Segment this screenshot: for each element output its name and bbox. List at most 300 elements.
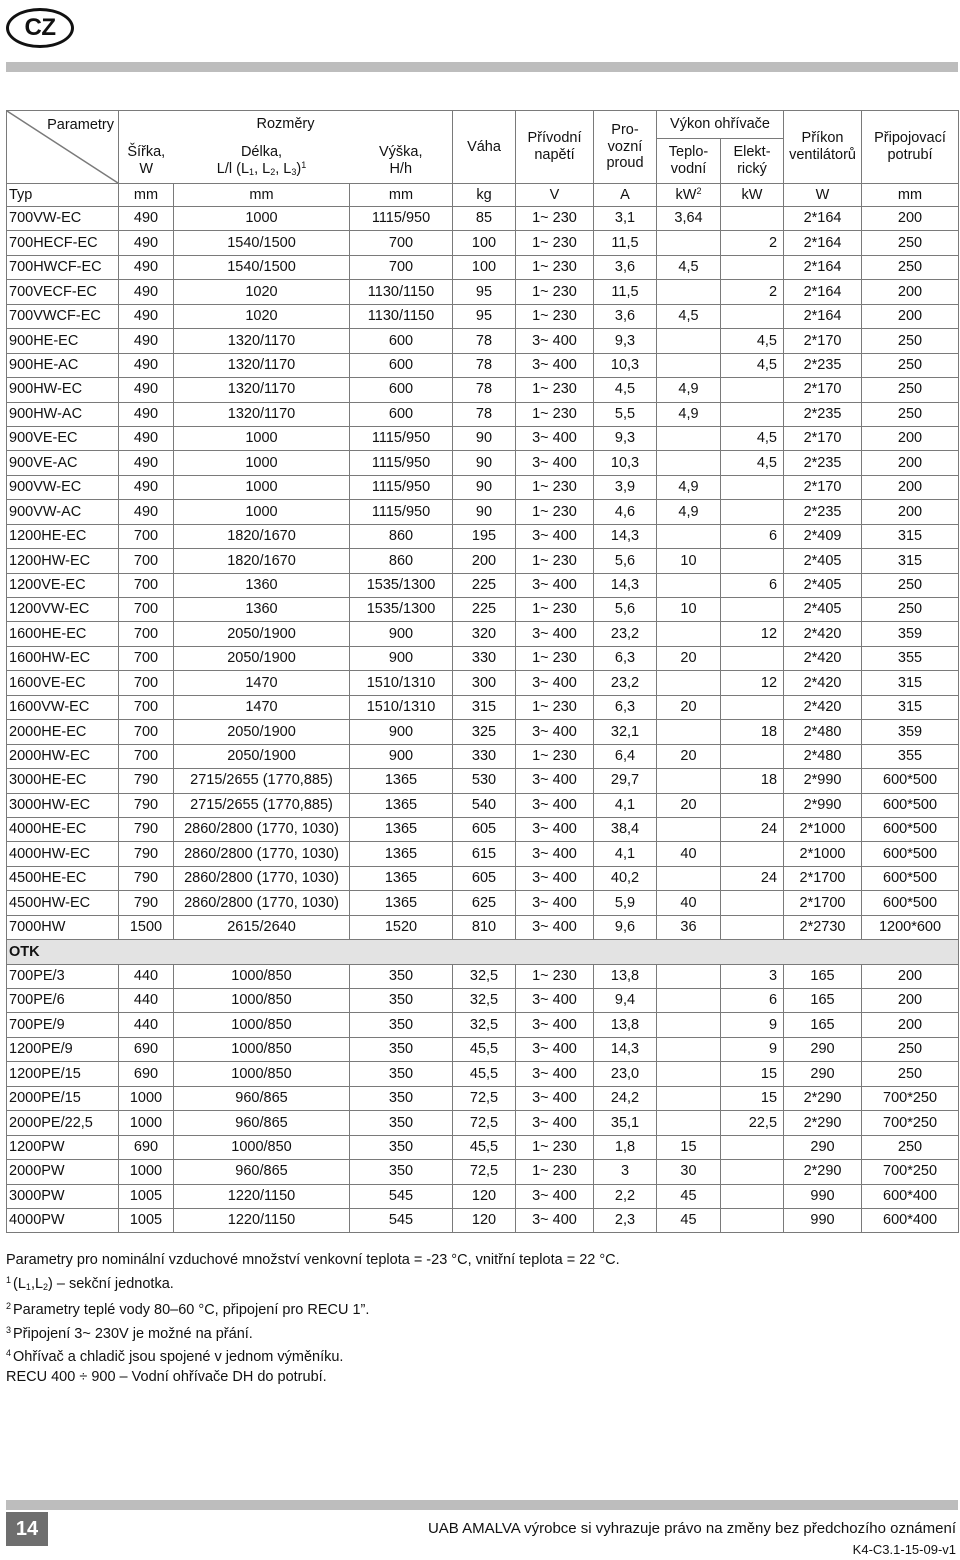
value-cell: 1365 — [350, 793, 453, 817]
value-cell: 320 — [453, 622, 516, 646]
value-cell: 2*990 — [784, 769, 862, 793]
value-cell: 860 — [350, 524, 453, 548]
table-row — [7, 646, 959, 670]
table-row — [7, 769, 959, 793]
value-cell: 78 — [453, 378, 516, 402]
dimensions-header: Rozměry — [119, 111, 453, 139]
value-cell: 1000/850 — [174, 1062, 350, 1086]
electric-heater-header: Elekt- rický — [721, 139, 784, 184]
page-number: 14 — [6, 1512, 48, 1546]
value-cell: 4,5 — [721, 329, 784, 353]
value-cell: 3~ 400 — [516, 622, 594, 646]
value-cell: 32,5 — [453, 1013, 516, 1037]
value-cell: 290 — [784, 1037, 862, 1061]
value-cell: 1320/1170 — [174, 378, 350, 402]
model-cell: 900VE-EC — [7, 426, 119, 450]
table-row — [7, 573, 959, 597]
value-cell: 1320/1170 — [174, 353, 350, 377]
value-cell: 1~ 230 — [516, 598, 594, 622]
model-cell: 3000PW — [7, 1184, 119, 1208]
table-row — [7, 402, 959, 426]
corner-header — [7, 111, 119, 184]
value-cell: 1820/1670 — [174, 549, 350, 573]
value-cell: 1000/850 — [174, 964, 350, 988]
model-cell: 900VW-EC — [7, 475, 119, 499]
value-cell: 1500 — [119, 915, 174, 939]
value-cell: 4,1 — [594, 842, 657, 866]
value-cell: 15 — [657, 1135, 721, 1159]
value-cell: 20 — [657, 646, 721, 670]
value-cell: 440 — [119, 1013, 174, 1037]
value-cell: 250 — [862, 231, 959, 255]
value-cell: 1365 — [350, 891, 453, 915]
value-cell: 600*500 — [862, 866, 959, 890]
value-cell: 13,8 — [594, 964, 657, 988]
value-cell: 1000 — [119, 1160, 174, 1184]
value-cell: 225 — [453, 573, 516, 597]
value-cell: 490 — [119, 500, 174, 524]
value-cell: 6 — [721, 989, 784, 1013]
value-cell: 2*420 — [784, 646, 862, 670]
table-row — [7, 255, 959, 279]
value-cell: 490 — [119, 378, 174, 402]
units-row — [7, 184, 959, 207]
value-cell: 600*500 — [862, 793, 959, 817]
value-cell: 12 — [721, 622, 784, 646]
value-cell: 250 — [862, 1037, 959, 1061]
value-cell: 440 — [119, 989, 174, 1013]
value-cell: 440 — [119, 964, 174, 988]
value-cell: 32,5 — [453, 964, 516, 988]
model-cell: 1200HE-EC — [7, 524, 119, 548]
value-cell — [657, 769, 721, 793]
value-cell: 490 — [119, 207, 174, 231]
table-row — [7, 1086, 959, 1110]
value-cell: 3,1 — [594, 207, 657, 231]
value-cell: 1~ 230 — [516, 1135, 594, 1159]
value-cell: 690 — [119, 1062, 174, 1086]
model-cell: 1600VE-EC — [7, 671, 119, 695]
table-row — [7, 817, 959, 841]
value-cell: 10,3 — [594, 451, 657, 475]
value-cell: 2*290 — [784, 1086, 862, 1110]
value-cell: 32,1 — [594, 720, 657, 744]
value-cell: 20 — [657, 793, 721, 817]
value-cell: 1115/950 — [350, 426, 453, 450]
section-label-otk: OTK — [7, 940, 959, 964]
value-cell: 1000 — [174, 500, 350, 524]
footnote-2: $^2$ Parametry teplé vody 80–60 °C, připojení pro RECU 1”. — [6, 1301, 370, 1318]
value-cell: 3,64 — [657, 207, 721, 231]
value-cell: 2*235 — [784, 451, 862, 475]
value-cell: 2*1000 — [784, 842, 862, 866]
value-cell: 330 — [453, 646, 516, 670]
model-cell: 1600HE-EC — [7, 622, 119, 646]
value-cell: 350 — [350, 1037, 453, 1061]
value-cell: 40 — [657, 891, 721, 915]
value-cell: 700 — [119, 549, 174, 573]
model-cell: 900HE-EC — [7, 329, 119, 353]
value-cell — [657, 524, 721, 548]
value-cell: 1000 — [119, 1111, 174, 1135]
value-cell: 2*480 — [784, 744, 862, 768]
unit-cell: mm — [350, 184, 453, 207]
table-row — [7, 622, 959, 646]
value-cell: 78 — [453, 402, 516, 426]
value-cell: 350 — [350, 1111, 453, 1135]
value-cell: 1540/1500 — [174, 231, 350, 255]
value-cell — [721, 891, 784, 915]
value-cell: 95 — [453, 280, 516, 304]
table-row — [7, 378, 959, 402]
weight-header: Váha — [453, 111, 516, 184]
value-cell — [657, 622, 721, 646]
value-cell: 20 — [657, 695, 721, 719]
value-cell: 1130/1150 — [350, 304, 453, 328]
value-cell: 195 — [453, 524, 516, 548]
value-cell: 90 — [453, 475, 516, 499]
value-cell: 600*500 — [862, 842, 959, 866]
value-cell: 600*500 — [862, 769, 959, 793]
value-cell: 1000 — [174, 207, 350, 231]
value-cell: 290 — [784, 1135, 862, 1159]
value-cell: 90 — [453, 500, 516, 524]
value-cell: 2*170 — [784, 475, 862, 499]
table-row — [7, 451, 959, 475]
model-cell: 3000HW-EC — [7, 793, 119, 817]
value-cell: 1~ 230 — [516, 402, 594, 426]
value-cell: 18 — [721, 769, 784, 793]
value-cell: 200 — [862, 475, 959, 499]
value-cell: 325 — [453, 720, 516, 744]
value-cell: 2*405 — [784, 573, 862, 597]
value-cell: 4,1 — [594, 793, 657, 817]
value-cell: 605 — [453, 866, 516, 890]
value-cell: 250 — [862, 598, 959, 622]
value-cell: 2050/1900 — [174, 622, 350, 646]
value-cell: 2 — [721, 280, 784, 304]
value-cell: 700 — [119, 598, 174, 622]
value-cell: 1115/950 — [350, 500, 453, 524]
value-cell: 200 — [862, 964, 959, 988]
value-cell: 2*409 — [784, 524, 862, 548]
value-cell: 2*1700 — [784, 866, 862, 890]
voltage-header: Přívodní napětí — [516, 111, 594, 184]
value-cell: 1~ 230 — [516, 646, 594, 670]
model-cell: 4000HW-EC — [7, 842, 119, 866]
value-cell: 200 — [862, 989, 959, 1013]
value-cell: 600*400 — [862, 1208, 959, 1232]
value-cell: 700 — [350, 231, 453, 255]
value-cell: 1510/1310 — [350, 695, 453, 719]
value-cell — [657, 329, 721, 353]
footnote-general: Parametry pro nominální vzduchové množství venkovní teplota = -23 °C, vnitřní teplota = 22 °C. — [6, 1252, 620, 1268]
value-cell: 2*164 — [784, 207, 862, 231]
value-cell: 315 — [862, 695, 959, 719]
value-cell — [721, 598, 784, 622]
value-cell: 250 — [862, 378, 959, 402]
value-cell: 1~ 230 — [516, 744, 594, 768]
table-row — [7, 915, 959, 939]
value-cell: 2*235 — [784, 402, 862, 426]
footnote-recu: RECU 400 ÷ 900 – Vodní ohřívače DH do potrubí. — [6, 1368, 327, 1385]
value-cell: 1000/850 — [174, 989, 350, 1013]
value-cell: 5,9 — [594, 891, 657, 915]
value-cell: 900 — [350, 720, 453, 744]
value-cell: 350 — [350, 1160, 453, 1184]
value-cell: 3~ 400 — [516, 769, 594, 793]
table-row — [7, 1184, 959, 1208]
value-cell: 2*1700 — [784, 891, 862, 915]
table-row — [7, 353, 959, 377]
value-cell: 350 — [350, 1062, 453, 1086]
value-cell: 1020 — [174, 280, 350, 304]
value-cell: 2*164 — [784, 280, 862, 304]
value-cell: 1130/1150 — [350, 280, 453, 304]
table-row — [7, 1062, 959, 1086]
value-cell: 36 — [657, 915, 721, 939]
duct-header: Připojovací potrubí — [862, 111, 959, 184]
value-cell: 250 — [862, 353, 959, 377]
unit-cell: $kW^2$ — [657, 184, 721, 207]
value-cell: 250 — [862, 329, 959, 353]
value-cell: 315 — [862, 549, 959, 573]
table-row — [7, 1160, 959, 1184]
table-row — [7, 1111, 959, 1135]
value-cell: 2*170 — [784, 378, 862, 402]
value-cell — [721, 500, 784, 524]
value-cell: 1520 — [350, 915, 453, 939]
value-cell: 2*164 — [784, 304, 862, 328]
value-cell: 790 — [119, 866, 174, 890]
value-cell: 3~ 400 — [516, 353, 594, 377]
value-cell: 4,9 — [657, 402, 721, 426]
value-cell: 1~ 230 — [516, 304, 594, 328]
value-cell: 2*235 — [784, 500, 862, 524]
value-cell — [657, 989, 721, 1013]
model-cell: 1200PE/9 — [7, 1037, 119, 1061]
value-cell — [657, 720, 721, 744]
unit-cell: kW — [721, 184, 784, 207]
model-cell: 2000HW-EC — [7, 744, 119, 768]
value-cell — [721, 402, 784, 426]
table-row — [7, 475, 959, 499]
value-cell: 3~ 400 — [516, 1111, 594, 1135]
value-cell: 23,2 — [594, 622, 657, 646]
value-cell: 2*405 — [784, 549, 862, 573]
value-cell: 2*1000 — [784, 817, 862, 841]
value-cell: 490 — [119, 231, 174, 255]
value-cell: 350 — [350, 1086, 453, 1110]
value-cell: 1~ 230 — [516, 378, 594, 402]
value-cell: 990 — [784, 1208, 862, 1232]
table-row — [7, 671, 959, 695]
value-cell: 1000 — [174, 475, 350, 499]
value-cell: 490 — [119, 280, 174, 304]
value-cell: 600*400 — [862, 1184, 959, 1208]
table-row — [7, 231, 959, 255]
value-cell: 3~ 400 — [516, 866, 594, 890]
value-cell: 200 — [862, 500, 959, 524]
value-cell: 1~ 230 — [516, 695, 594, 719]
footnote-3: $^3$ Připojení 3~ 230V je možné na přání. — [6, 1324, 253, 1342]
value-cell: 4,5 — [721, 426, 784, 450]
value-cell: 23,0 — [594, 1062, 657, 1086]
value-cell: 315 — [453, 695, 516, 719]
model-cell: 4500HW-EC — [7, 891, 119, 915]
value-cell: 3~ 400 — [516, 915, 594, 939]
value-cell — [721, 793, 784, 817]
value-cell: 790 — [119, 891, 174, 915]
value-cell — [721, 915, 784, 939]
value-cell — [721, 475, 784, 499]
value-cell: 45,5 — [453, 1037, 516, 1061]
value-cell: 9,6 — [594, 915, 657, 939]
value-cell: 1~ 230 — [516, 207, 594, 231]
value-cell: 3 — [721, 964, 784, 988]
value-cell: 165 — [784, 964, 862, 988]
unit-cell: V — [516, 184, 594, 207]
value-cell: 250 — [862, 402, 959, 426]
value-cell: 1~ 230 — [516, 475, 594, 499]
model-cell: 3000HE-EC — [7, 769, 119, 793]
value-cell: 1365 — [350, 842, 453, 866]
value-cell: 2*164 — [784, 255, 862, 279]
value-cell: 3~ 400 — [516, 793, 594, 817]
value-cell: 72,5 — [453, 1111, 516, 1135]
value-cell: 3~ 400 — [516, 671, 594, 695]
unit-cell: mm — [119, 184, 174, 207]
value-cell: 2860/2800 (1770, 1030) — [174, 817, 350, 841]
value-cell: 900 — [350, 744, 453, 768]
value-cell: 9,4 — [594, 989, 657, 1013]
value-cell: 2860/2800 (1770, 1030) — [174, 842, 350, 866]
table-row — [7, 1135, 959, 1159]
value-cell: 3~ 400 — [516, 451, 594, 475]
table-row — [7, 280, 959, 304]
value-cell: 1470 — [174, 695, 350, 719]
value-cell: 900 — [350, 622, 453, 646]
value-cell: 790 — [119, 842, 174, 866]
value-cell: 2*170 — [784, 426, 862, 450]
value-cell: 4,5 — [657, 255, 721, 279]
value-cell: 200 — [862, 280, 959, 304]
model-cell: 700HWCF-EC — [7, 255, 119, 279]
value-cell: 120 — [453, 1208, 516, 1232]
value-cell: 3~ 400 — [516, 1013, 594, 1037]
value-cell: 18 — [721, 720, 784, 744]
unit-cell: W — [784, 184, 862, 207]
value-cell: 2860/2800 (1770, 1030) — [174, 866, 350, 890]
value-cell — [657, 866, 721, 890]
model-cell: 4000PW — [7, 1208, 119, 1232]
table-row — [7, 720, 959, 744]
value-cell: 1~ 230 — [516, 280, 594, 304]
value-cell — [721, 378, 784, 402]
value-cell: 45,5 — [453, 1135, 516, 1159]
model-cell: 1200VE-EC — [7, 573, 119, 597]
value-cell: 1320/1170 — [174, 402, 350, 426]
value-cell: 1360 — [174, 598, 350, 622]
value-cell: 359 — [862, 720, 959, 744]
value-cell: 10,3 — [594, 353, 657, 377]
value-cell: 10 — [657, 549, 721, 573]
value-cell: 790 — [119, 769, 174, 793]
value-cell: 700*250 — [862, 1111, 959, 1135]
value-cell: 1~ 230 — [516, 500, 594, 524]
value-cell: 350 — [350, 964, 453, 988]
table-row — [7, 891, 959, 915]
value-cell: 490 — [119, 402, 174, 426]
unit-cell: mm — [174, 184, 350, 207]
model-cell: 1200VW-EC — [7, 598, 119, 622]
value-cell: 225 — [453, 598, 516, 622]
table-row — [7, 1037, 959, 1061]
value-cell: 605 — [453, 817, 516, 841]
value-cell: 14,3 — [594, 524, 657, 548]
value-cell: 2*420 — [784, 622, 862, 646]
value-cell: 24 — [721, 866, 784, 890]
value-cell: 24 — [721, 817, 784, 841]
value-cell: 15 — [721, 1086, 784, 1110]
value-cell: 32,5 — [453, 989, 516, 1013]
table-row — [7, 964, 959, 988]
value-cell: 355 — [862, 646, 959, 670]
value-cell: 3~ 400 — [516, 817, 594, 841]
value-cell: 12 — [721, 671, 784, 695]
value-cell: 790 — [119, 817, 174, 841]
value-cell: 165 — [784, 1013, 862, 1037]
value-cell: 200 — [862, 207, 959, 231]
value-cell: 2 — [721, 231, 784, 255]
value-cell: 165 — [784, 989, 862, 1013]
value-cell: 3~ 400 — [516, 720, 594, 744]
value-cell — [657, 280, 721, 304]
value-cell: 490 — [119, 475, 174, 499]
table-row — [7, 304, 959, 328]
value-cell: 22,5 — [721, 1111, 784, 1135]
value-cell — [657, 1037, 721, 1061]
value-cell: 490 — [119, 353, 174, 377]
unit-cell: mm — [862, 184, 959, 207]
value-cell: 600 — [350, 378, 453, 402]
value-cell: 3~ 400 — [516, 891, 594, 915]
value-cell: 700 — [119, 671, 174, 695]
model-cell: 1600HW-EC — [7, 646, 119, 670]
value-cell: 600*500 — [862, 817, 959, 841]
length-header: Délka, L/l ($L_1$, $L_2$, $L_3)^1$ — [174, 139, 350, 184]
value-cell: 1005 — [119, 1184, 174, 1208]
model-cell: 1200PW — [7, 1135, 119, 1159]
value-cell: 13,8 — [594, 1013, 657, 1037]
value-cell: 250 — [862, 255, 959, 279]
value-cell — [657, 426, 721, 450]
table-row — [7, 524, 959, 548]
bottom-divider-bar — [6, 1500, 958, 1510]
value-cell: 4,5 — [657, 304, 721, 328]
value-cell — [657, 573, 721, 597]
height-header: Výška, H/h — [350, 139, 453, 184]
model-cell: 700PE/9 — [7, 1013, 119, 1037]
value-cell: 72,5 — [453, 1160, 516, 1184]
value-cell: 490 — [119, 426, 174, 450]
value-cell: 960/865 — [174, 1086, 350, 1110]
value-cell: 2050/1900 — [174, 646, 350, 670]
table-row — [7, 426, 959, 450]
value-cell: 1365 — [350, 817, 453, 841]
value-cell: 200 — [862, 304, 959, 328]
unit-cell: A — [594, 184, 657, 207]
